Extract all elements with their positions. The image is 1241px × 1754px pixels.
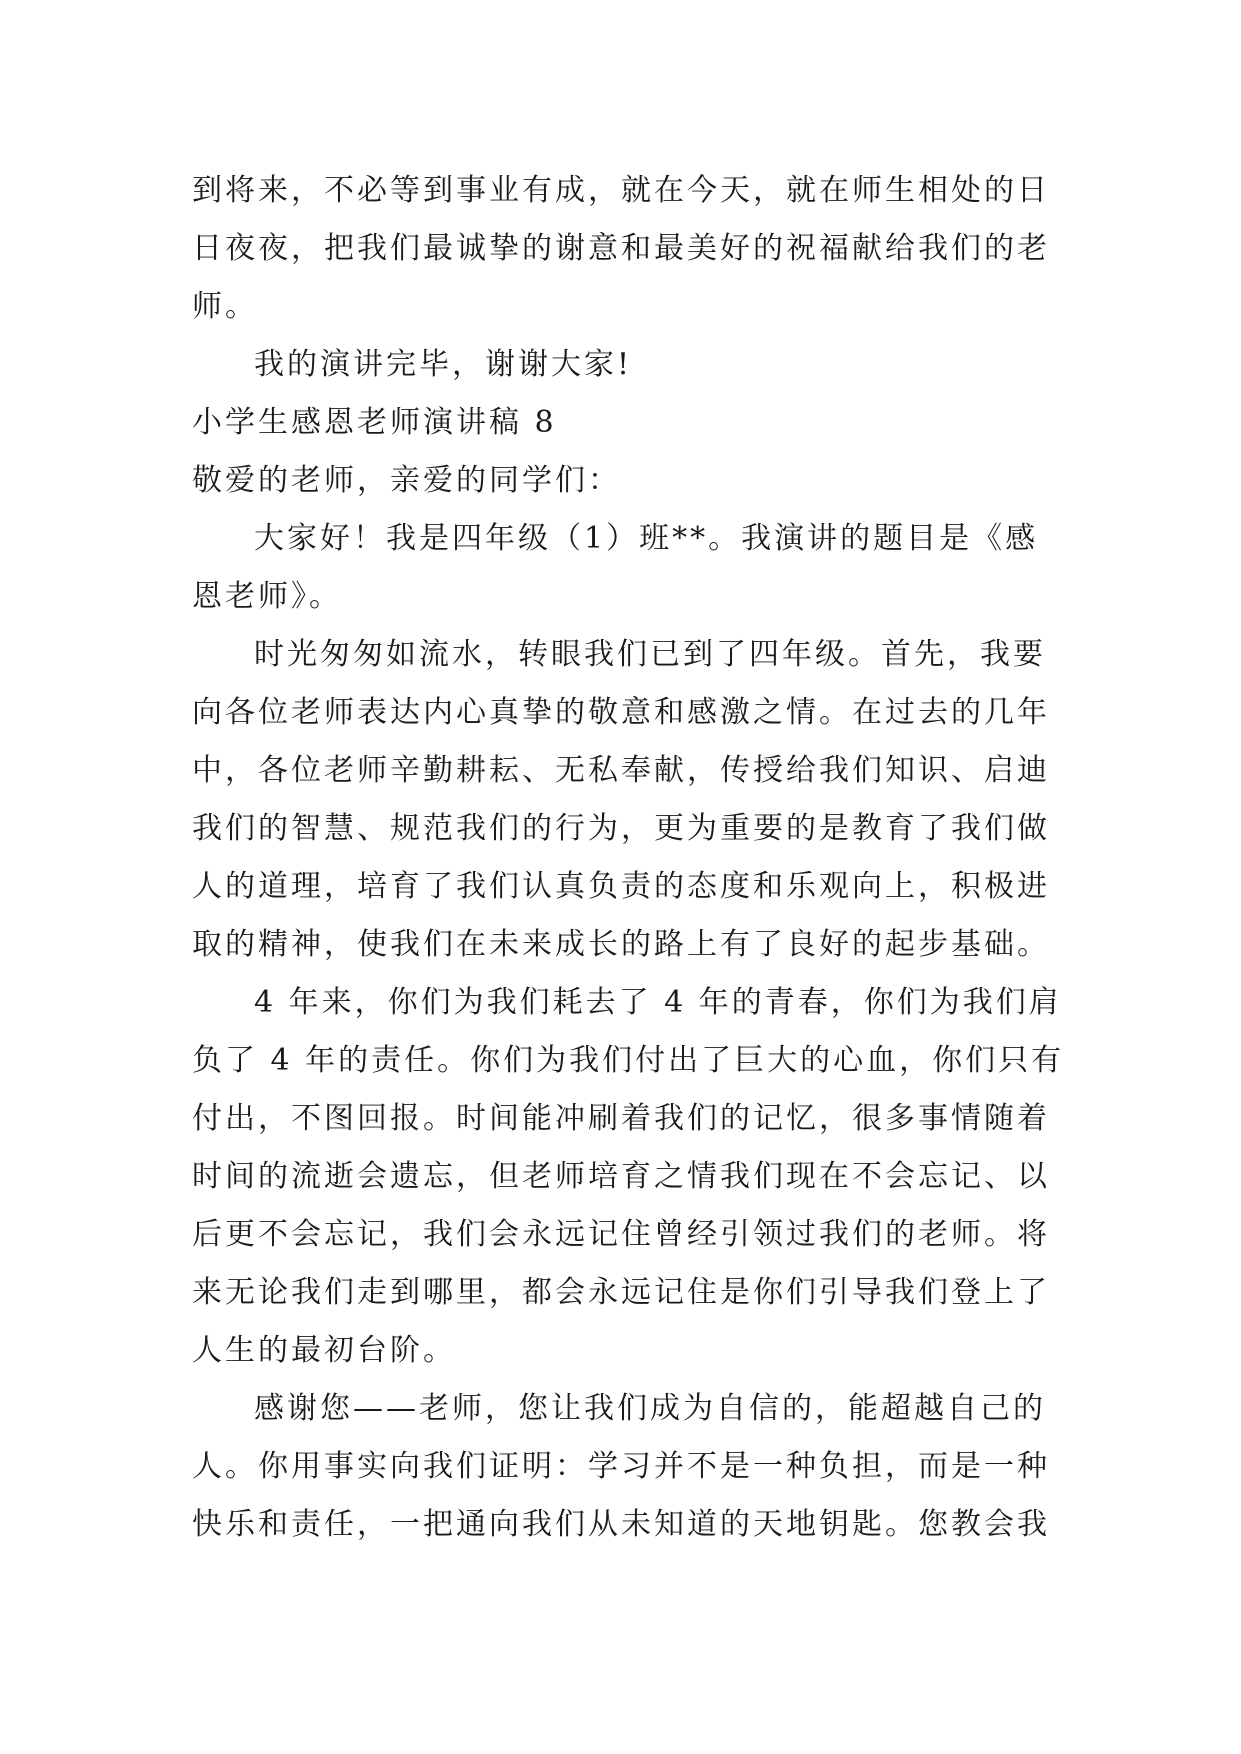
text-line: 取的精神，使我们在未来成长的路上有了良好的起步基础。 [192, 927, 1050, 962]
text-line: 恩老师》。 [192, 579, 342, 614]
text-line: 后更不会忘记，我们会永远记住曾经引领过我们的老师。将 [192, 1217, 1050, 1252]
text-line: 人。你用事实向我们证明：学习并不是一种负担，而是一种 [192, 1449, 1050, 1484]
text-line: 向各位老师表达内心真挚的敬意和感激之情。在过去的几年 [192, 695, 1050, 730]
text-line: 4 年来，你们为我们耗去了 4 年的青春，你们为我们肩 [254, 985, 1062, 1020]
text-line: 感谢您——老师，您让我们成为自信的，能超越自己的 [254, 1391, 1046, 1426]
text-line: 负了 4 年的责任。你们为我们付出了巨大的心血，你们只有 [192, 1043, 1065, 1078]
text-line: 付出，不图回报。时间能冲刷着我们的记忆，很多事情随着 [192, 1101, 1050, 1136]
section-heading: 小学生感恩老师演讲稿 8 [192, 405, 557, 440]
closing-line: 我的演讲完毕，谢谢大家! [254, 347, 633, 382]
text-line: 我们的智慧、规范我们的行为，更为重要的是教育了我们做 [192, 811, 1050, 846]
text-line: 人生的最初台阶。 [192, 1333, 456, 1368]
text-line: 到将来，不必等到事业有成，就在今天，就在师生相处的日 [192, 173, 1050, 208]
text-line: 大家好！我是四年级（1）班**。我演讲的题目是《感 [254, 521, 1039, 556]
document-page [192, 162, 1072, 1554]
text-line: 快乐和责任，一把通向我们从未知道的天地钥匙。您教会我 [192, 1507, 1050, 1542]
text-line: 中，各位老师辛勤耕耘、无私奉献，传授给我们知识、启迪 [192, 753, 1050, 788]
text-line: 人的道理，培育了我们认真负责的态度和乐观向上，积极进 [192, 869, 1050, 904]
text-line: 时光匆匆如流水，转眼我们已到了四年级。首先，我要 [254, 637, 1046, 672]
text-line: 时间的流逝会遗忘，但老师培育之情我们现在不会忘记、以 [192, 1159, 1050, 1194]
salutation: 敬爱的老师，亲爱的同学们： [192, 463, 621, 498]
text-line: 来无论我们走到哪里，都会永远记住是你们引导我们登上了 [192, 1275, 1050, 1310]
text-line: 师。 [192, 289, 258, 324]
text-line: 日夜夜，把我们最诚挚的谢意和最美好的祝福献给我们的老 [192, 231, 1050, 266]
